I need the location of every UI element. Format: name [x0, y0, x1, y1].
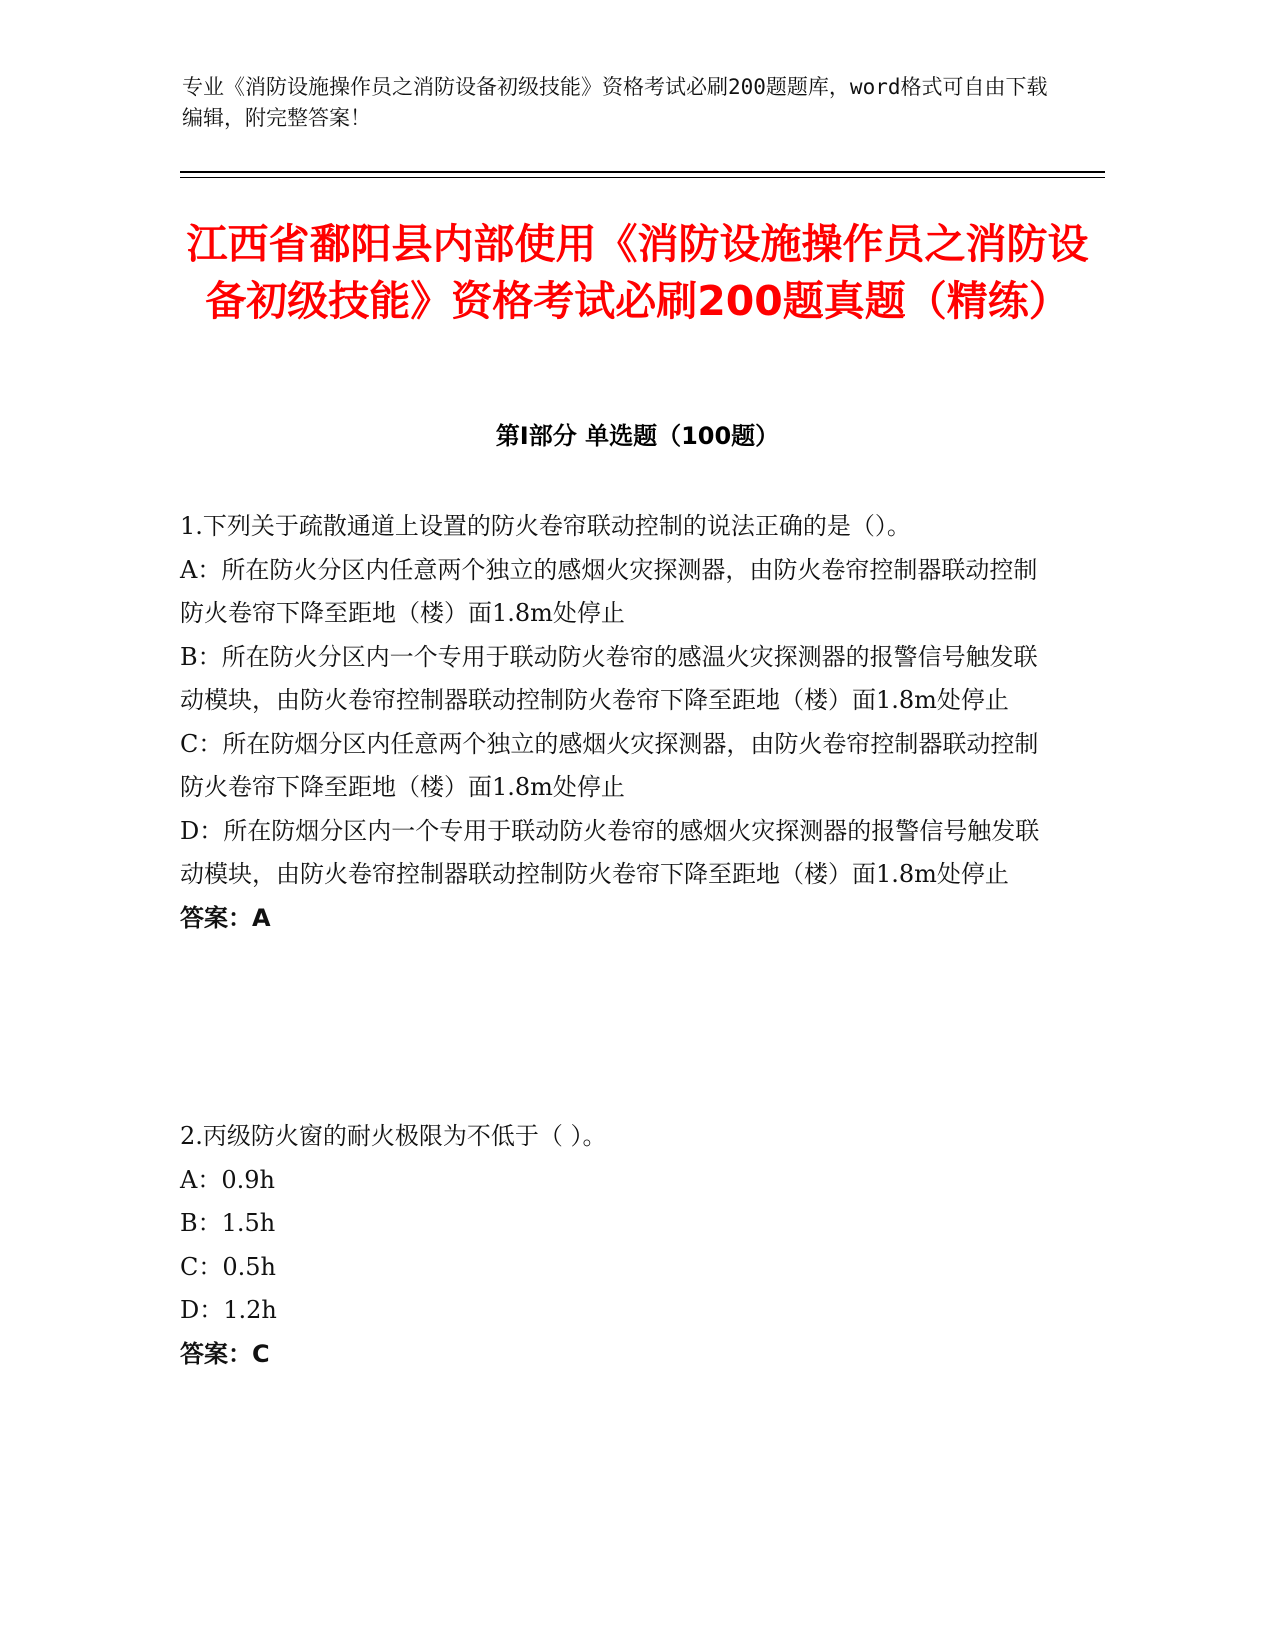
option-b: B：1.5h	[180, 1209, 276, 1237]
answer: 答案：C	[180, 1339, 270, 1368]
option-d: D：所在防烟分区内一个专用于联动防火卷帘的感烟火灾探测器的报警信号触发联动模块，由防火卷帘控制器联动控制防火卷帘下降至距地（楼）面1.8m处停止	[180, 816, 1040, 888]
option-b: B：所在防火分区内一个专用于联动防火卷帘的感温火灾探测器的报警信号触发联动模块，由防火卷帘控制器联动控制防火卷帘下降至距地（楼）面1.8m处停止	[180, 642, 1038, 714]
question-stem: 2.丙级防火窗的耐火极限为不低于（ ）。	[180, 1122, 607, 1150]
header-divider-thin	[180, 177, 1105, 178]
header-divider-thick	[180, 171, 1105, 173]
question-stem: 1.下列关于疏散通道上设置的防火卷帘联动控制的说法正确的是（）。	[180, 512, 911, 540]
answer: 答案：A	[180, 903, 271, 932]
option-a: A：所在防火分区内任意两个独立的感烟火灾探测器，由防火卷帘控制器联动控制防火卷帘下降至距地（楼）面1.8m处停止	[180, 555, 1038, 627]
section-title: 第I部分 单选题（100题）	[495, 422, 780, 450]
question-2	[180, 1115, 1040, 1376]
option-d: D：1.2h	[180, 1296, 277, 1324]
option-c: C：0.5h	[180, 1252, 276, 1281]
option-a: A：0.9h	[180, 1165, 275, 1194]
document-title: 江西省鄱阳县内部使用《消防设施操作员之消防设备初级技能》资格考试必刷200题真题（精练）	[186, 220, 1089, 325]
option-c: C：所在防烟分区内任意两个独立的感烟火灾探测器，由防火卷帘控制器联动控制防火卷帘下降至距地（楼）面1.8m处停止	[180, 729, 1039, 801]
question-1	[180, 505, 1040, 940]
header-note: 专业《消防设施操作员之消防设备初级技能》资格考试必刷200题题库，word格式可自由下载编辑，附完整答案！	[182, 75, 1048, 130]
